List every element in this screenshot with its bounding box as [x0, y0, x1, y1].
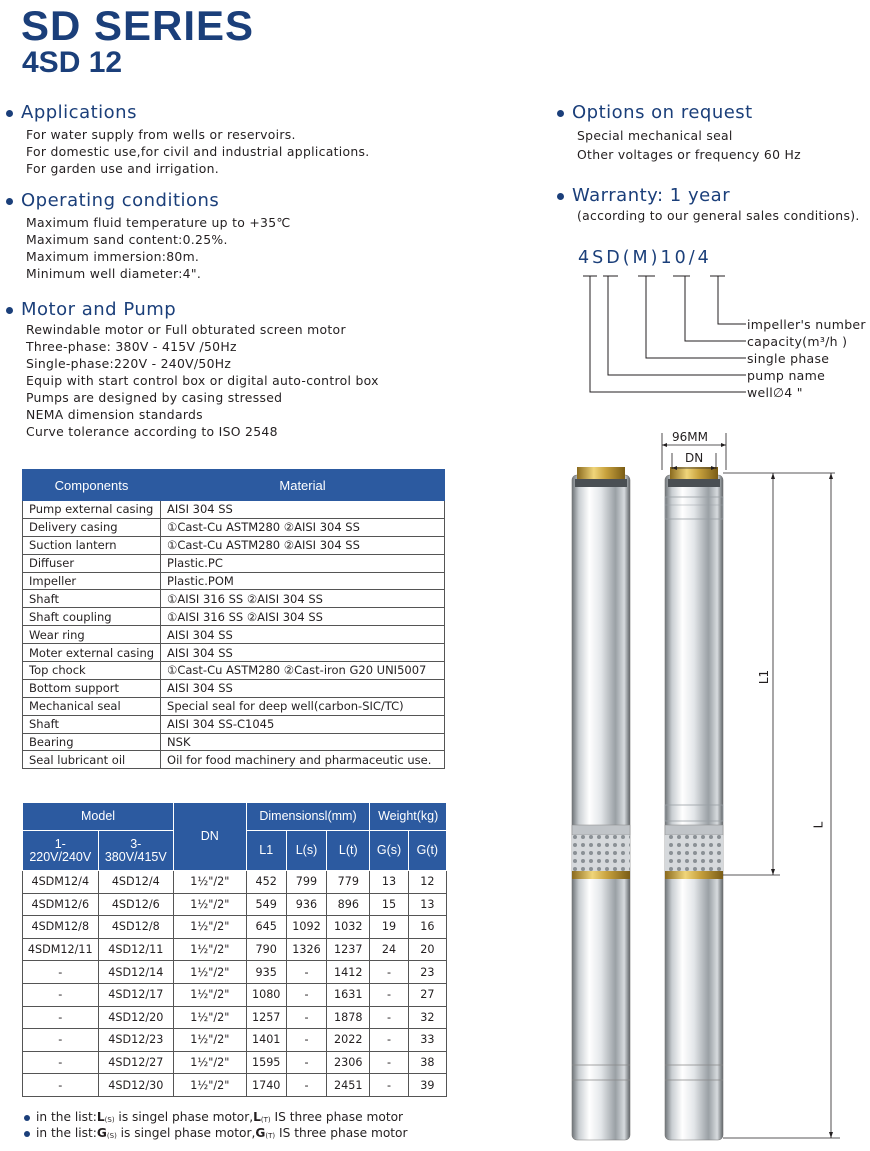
three-phase-model-cell: 4SD12/4: [98, 871, 174, 894]
materials-header-material: Material: [161, 470, 445, 501]
bullet-icon: [6, 110, 13, 117]
series-title: SD SERIES: [21, 2, 255, 49]
dn-cell: 1½"/2": [174, 961, 247, 984]
component-cell: Seal lubricant oil: [23, 751, 161, 769]
single-phase-model-cell: -: [23, 1029, 99, 1052]
options-line: Special mechanical seal: [577, 128, 733, 143]
motor-line: NEMA dimension standards: [26, 407, 203, 422]
motor-line: Curve tolerance according to ISO 2548: [26, 424, 278, 439]
applications-line: For garden use and irrigation.: [26, 161, 220, 176]
dn-cell: 1½"/2": [174, 1074, 247, 1097]
gt-cell: 39: [408, 1074, 446, 1097]
dimensions-row: [23, 983, 447, 1006]
dn-cell: 1½"/2": [174, 1051, 247, 1074]
component-cell: Impeller: [23, 572, 161, 590]
gs-cell: -: [370, 1006, 408, 1029]
three-phase-model-cell: 4SD12/6: [98, 893, 174, 916]
motor-line: Single-phase:220V - 240V/50Hz: [26, 356, 232, 371]
single-phase-model-cell: 4SDM12/8: [23, 916, 99, 939]
component-cell: Mechanical seal: [23, 697, 161, 715]
dim-header-model: Model: [23, 803, 174, 831]
code-label-impeller: impeller's number: [747, 317, 866, 332]
gt-cell: 38: [408, 1051, 446, 1074]
operating-section: [4, 190, 291, 282]
options-heading: Options on request: [555, 102, 801, 124]
material-cell: ①AISI 316 SS ②AISI 304 SS: [161, 608, 445, 626]
motor-line: Rewindable motor or Full obturated screen motor: [26, 322, 346, 337]
materials-row: [23, 590, 445, 608]
materials-row: [23, 608, 445, 626]
single-phase-model-cell: -: [23, 1074, 99, 1097]
three-phase-model-cell: 4SD12/8: [98, 916, 174, 939]
bullet-icon: [6, 198, 13, 205]
lt-cell: 2022: [327, 1029, 370, 1052]
dn-cell: 1½"/2": [174, 893, 247, 916]
operating-line: Maximum immersion:80m.: [26, 249, 200, 264]
ls-cell: -: [286, 961, 326, 984]
materials-row: [23, 662, 445, 680]
three-phase-model-cell: 4SD12/27: [98, 1051, 174, 1074]
l1-cell: 935: [246, 961, 286, 984]
material-cell: ①AISI 316 SS ②AISI 304 SS: [161, 590, 445, 608]
gt-cell: 23: [408, 961, 446, 984]
operating-line: Minimum well diameter:4".: [26, 266, 202, 281]
dn-cell: 1½"/2": [174, 1029, 247, 1052]
gs-cell: -: [370, 1051, 408, 1074]
single-phase-model-cell: 4SDM12/6: [23, 893, 99, 916]
three-phase-model-cell: 4SD12/23: [98, 1029, 174, 1052]
motor-line: Equip with start control box or digital auto-control box: [26, 373, 379, 388]
gt-cell: 32: [408, 1006, 446, 1029]
component-cell: Top chock: [23, 662, 161, 680]
motor-heading: Motor and Pump: [4, 299, 379, 321]
materials-table: [22, 469, 445, 769]
single-phase-model-cell: 4SDM12/11: [23, 938, 99, 961]
materials-row: [23, 536, 445, 554]
l1-cell: 1257: [246, 1006, 286, 1029]
component-cell: Moter external casing: [23, 644, 161, 662]
operating-line: Maximum sand content:0.25%.: [26, 232, 228, 247]
dim-header-l1: L1: [246, 831, 286, 871]
dimensions-row: [23, 1029, 447, 1052]
dim-header-lt: L(t): [327, 831, 370, 871]
options-section: [555, 102, 801, 164]
l1-cell: 549: [246, 893, 286, 916]
warranty-line: (according to our general sales conditions).: [577, 208, 860, 223]
footnote-length: in the $list:L_{(S)}$ is singel phase $motor,L_{(T)}$ IS three phase motor: [36, 1110, 403, 1128]
material-cell: AISI 304 SS: [161, 679, 445, 697]
code-label-phase: single phase: [747, 351, 830, 366]
code-label-well: well∅4 ": [747, 385, 803, 400]
ls-cell: -: [286, 1006, 326, 1029]
dim-header-weight: Weight(kg): [370, 803, 447, 831]
dn-cell: 1½"/2": [174, 1006, 247, 1029]
lt-cell: 896: [327, 893, 370, 916]
component-cell: Shaft coupling: [23, 608, 161, 626]
bullet-icon: [24, 1115, 30, 1121]
dn-cell: 1½"/2": [174, 916, 247, 939]
dimensions-row: [23, 893, 447, 916]
pump-left: [572, 467, 630, 1140]
component-cell: Diffuser: [23, 554, 161, 572]
bullet-icon: [557, 193, 564, 200]
lt-cell: 1631: [327, 983, 370, 1006]
component-cell: Suction lantern: [23, 536, 161, 554]
footnote-weight: in the $list:G_{(S)}$ is singel phase $motor,G_{(T)}$ IS three phase motor: [36, 1126, 408, 1144]
l1-cell: 645: [246, 916, 286, 939]
l1-cell: 1401: [246, 1029, 286, 1052]
dim-header-gs: G(s): [370, 831, 408, 871]
gt-cell: 16: [408, 916, 446, 939]
three-phase-model-cell: 4SD12/30: [98, 1074, 174, 1097]
pump-right: [665, 467, 723, 1140]
material-cell: ①Cast-Cu ASTM280 ②AISI 304 SS: [161, 536, 445, 554]
gt-cell: 33: [408, 1029, 446, 1052]
single-phase-model-cell: -: [23, 1006, 99, 1029]
dimensions-row: [23, 938, 447, 961]
applications-heading: Applications: [4, 102, 370, 124]
single-phase-model-cell: -: [23, 1051, 99, 1074]
dimensions-row: [23, 961, 447, 984]
material-cell: NSK: [161, 733, 445, 751]
lt-cell: 1878: [327, 1006, 370, 1029]
materials-row: [23, 751, 445, 769]
bullet-icon: [24, 1131, 30, 1137]
material-cell: AISI 304 SS: [161, 626, 445, 644]
three-phase-model-cell: 4SD12/14: [98, 961, 174, 984]
ls-cell: -: [286, 1074, 326, 1097]
bullet-icon: [557, 110, 564, 117]
dimensions-row: [23, 871, 447, 894]
dim-header-dimensions: Dimensionsl(mm): [246, 803, 370, 831]
pump-drawing: [555, 425, 865, 1145]
gt-cell: 20: [408, 938, 446, 961]
materials-row: [23, 644, 445, 662]
dn-cell: 1½"/2": [174, 983, 247, 1006]
operating-line: Maximum fluid temperature up to +35℃: [26, 215, 291, 230]
materials-row: [23, 679, 445, 697]
lt-cell: 1032: [327, 916, 370, 939]
model-code: 4SD(M)10/4: [578, 248, 712, 268]
component-cell: Shaft: [23, 715, 161, 733]
dimensions-row: [23, 1051, 447, 1074]
three-phase-model-cell: 4SD12/17: [98, 983, 174, 1006]
materials-row: [23, 518, 445, 536]
l1-label: L1: [757, 669, 772, 685]
dn-cell: 1½"/2": [174, 871, 247, 894]
single-phase-model-cell: 4SDM12/4: [23, 871, 99, 894]
gt-cell: 13: [408, 893, 446, 916]
lt-cell: 779: [327, 871, 370, 894]
width-label: 96MM: [672, 430, 708, 444]
bullet-icon: [6, 307, 13, 314]
code-label-pump-name: pump name: [747, 368, 826, 383]
gt-cell: 12: [408, 871, 446, 894]
model-code-leader-lines: [570, 268, 750, 403]
l1-cell: 1080: [246, 983, 286, 1006]
motor-line: Pumps are designed by casing stressed: [26, 390, 283, 405]
materials-row: [23, 572, 445, 590]
gs-cell: 15: [370, 893, 408, 916]
gs-cell: -: [370, 1029, 408, 1052]
single-phase-model-cell: -: [23, 961, 99, 984]
materials-row: [23, 554, 445, 572]
dim-header-gt: G(t): [408, 831, 446, 871]
materials-row: [23, 626, 445, 644]
material-cell: AISI 304 SS: [161, 501, 445, 519]
gt-cell: 27: [408, 983, 446, 1006]
material-cell: AISI 304 SS-C1045: [161, 715, 445, 733]
three-phase-model-cell: 4SD12/11: [98, 938, 174, 961]
material-cell: ①Cast-Cu ASTM280 ②Cast-iron G20 UNI5007: [161, 662, 445, 680]
dim-header-dn: DN: [174, 803, 247, 871]
material-cell: Oil for food machinery and pharmaceutic use.: [161, 751, 445, 769]
gs-cell: 13: [370, 871, 408, 894]
materials-row: [23, 501, 445, 519]
ls-cell: 936: [286, 893, 326, 916]
gs-cell: -: [370, 983, 408, 1006]
lt-cell: 2451: [327, 1074, 370, 1097]
three-phase-model-cell: 4SD12/20: [98, 1006, 174, 1029]
material-cell: Special seal for deep well(carbon-SIC/TC): [161, 697, 445, 715]
material-cell: ①Cast-Cu ASTM280 ②AISI 304 SS: [161, 518, 445, 536]
dim-header-three-phase: 3- 380V/415V: [98, 831, 174, 871]
lt-cell: 1237: [327, 938, 370, 961]
l-label: L: [811, 821, 826, 829]
materials-row: [23, 715, 445, 733]
dimensions-row: [23, 916, 447, 939]
code-label-capacity: capacity(m³/h ): [747, 334, 848, 349]
gs-cell: -: [370, 961, 408, 984]
ls-cell: 1326: [286, 938, 326, 961]
dim-header-single-phase: 1- 220V/240V: [23, 831, 99, 871]
component-cell: Shaft: [23, 590, 161, 608]
gs-cell: 24: [370, 938, 408, 961]
lt-cell: 2306: [327, 1051, 370, 1074]
applications-section: [4, 102, 370, 177]
component-cell: Wear ring: [23, 626, 161, 644]
materials-row: [23, 697, 445, 715]
materials-header-components: Components: [23, 470, 161, 501]
gs-cell: 19: [370, 916, 408, 939]
warranty-heading: Warranty: 1 year: [555, 185, 860, 207]
applications-line: For domestic use,for civil and industrial applications.: [26, 144, 370, 159]
material-cell: AISI 304 SS: [161, 644, 445, 662]
dn-label: DN: [685, 451, 704, 465]
l1-cell: 790: [246, 938, 286, 961]
options-line: Other voltages or frequency 60 Hz: [577, 147, 801, 162]
ls-cell: 799: [286, 871, 326, 894]
single-phase-model-cell: -: [23, 983, 99, 1006]
dimensions-table: [22, 802, 447, 1097]
ls-cell: -: [286, 1029, 326, 1052]
l1-cell: 452: [246, 871, 286, 894]
dimensions-row: [23, 1074, 447, 1097]
operating-heading: Operating conditions: [4, 190, 291, 212]
lt-cell: 1412: [327, 961, 370, 984]
component-cell: Pump external casing: [23, 501, 161, 519]
dimensions-row: [23, 1006, 447, 1029]
dim-header-ls: L(s): [286, 831, 326, 871]
model-title: 4SD 12: [22, 46, 123, 79]
l1-cell: 1595: [246, 1051, 286, 1074]
materials-row: [23, 733, 445, 751]
ls-cell: 1092: [286, 916, 326, 939]
material-cell: Plastic.POM: [161, 572, 445, 590]
material-cell: Plastic.PC: [161, 554, 445, 572]
gs-cell: -: [370, 1074, 408, 1097]
ls-cell: -: [286, 1051, 326, 1074]
l1-cell: 1740: [246, 1074, 286, 1097]
component-cell: Bearing: [23, 733, 161, 751]
motor-line: Three-phase: 380V - 415V /50Hz: [26, 339, 237, 354]
applications-line: For water supply from wells or reservoirs.: [26, 127, 296, 142]
component-cell: Bottom support: [23, 679, 161, 697]
ls-cell: -: [286, 983, 326, 1006]
component-cell: Delivery casing: [23, 518, 161, 536]
motor-section: [4, 299, 379, 440]
warranty-section: [555, 185, 860, 224]
dn-cell: 1½"/2": [174, 938, 247, 961]
